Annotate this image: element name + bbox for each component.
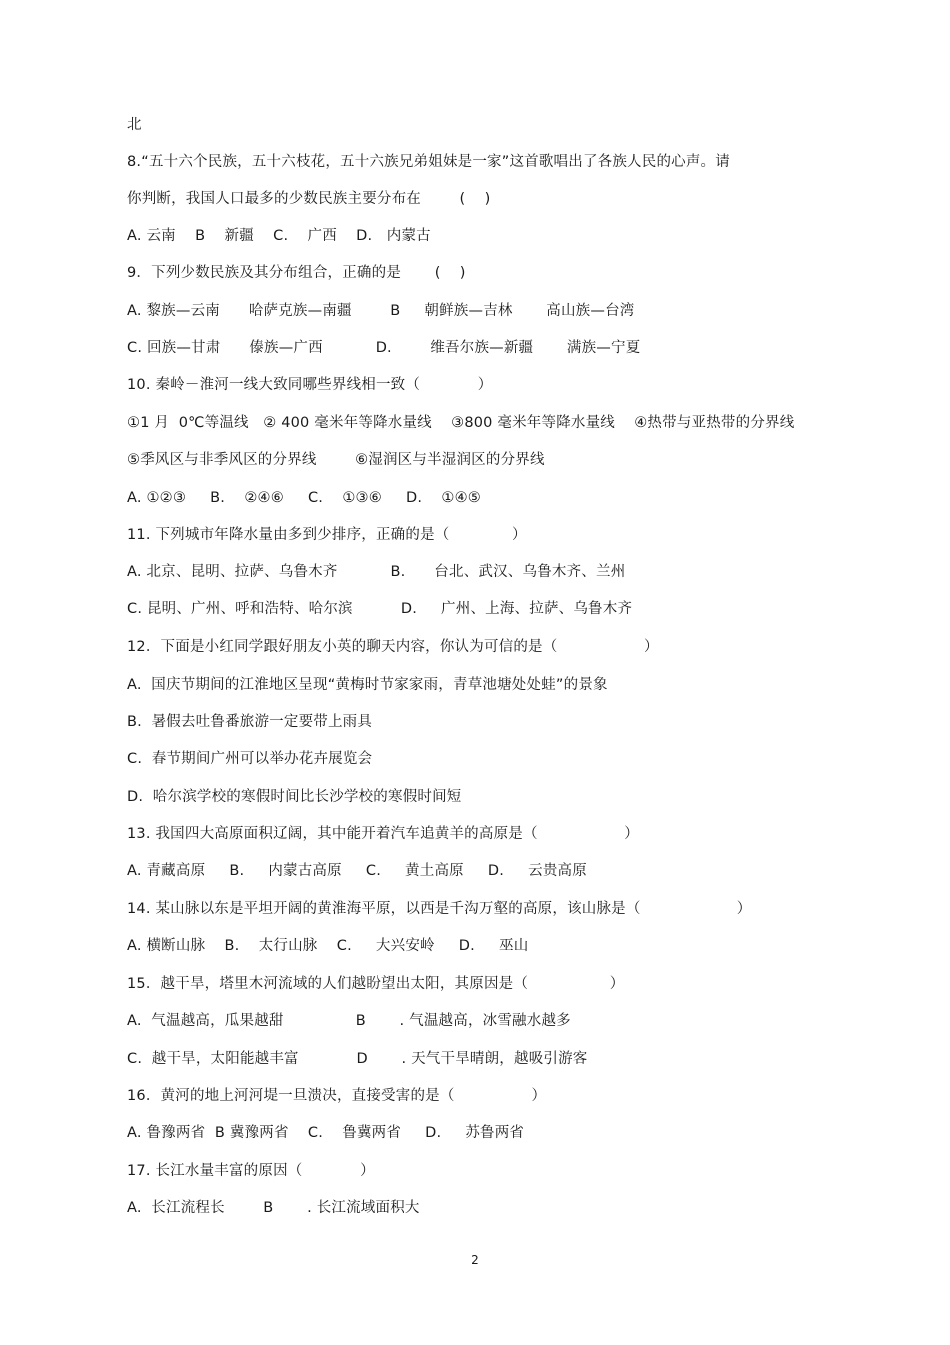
question-10-stem: 10. 秦岭－淮河一线大致同哪些界线相一致（ ）: [127, 377, 493, 393]
question-14-stem: 14. 某山脉以东是平坦开阔的黄淮海平原，以西是千沟万壑的高原，该山脉是（ ）: [127, 901, 752, 917]
question-13-stem: 13. 我国四大高原面积辽阔，其中能开着汽车追黄羊的高原是（ ）: [127, 826, 639, 842]
question-17-stem: 17. 长江水量丰富的原因（ ）: [127, 1163, 375, 1179]
question-16-options: A. 鲁豫两省 B 冀豫两省 C. 鲁冀两省 D. 苏鲁两省: [127, 1125, 525, 1141]
question-9-stem: 9．下列少数民族及其分布组合，正确的是 ( ): [127, 265, 466, 281]
question-15-options-ab: A. 气温越高，瓜果越甜 B . 气温越高，冰雪融水越多: [127, 1013, 571, 1029]
text-line: 北: [127, 117, 142, 133]
question-11-options-cd: C. 昆明、广州、呼和浩特、哈尔滨 D. 广州、上海、拉萨、乌鲁木齐: [127, 601, 633, 617]
question-16-stem: 16．黄河的地上河河堤一旦溃决，直接受害的是（ ）: [127, 1088, 547, 1104]
question-9-options-ab: A. 黎族—云南 哈萨克族—南疆 B 朝鲜族—吉林 高山族—台湾: [127, 303, 635, 319]
question-17-options: A. 长江流程长 B . 长江流域面积大: [127, 1200, 420, 1216]
question-12-stem: 12．下面是小红同学跟好朋友小英的聊天内容，你认为可信的是（ ）: [127, 639, 659, 655]
page-number: 2: [471, 1253, 479, 1267]
question-12-option-a: A. 国庆节期间的江淮地区呈现“黄梅时节家家雨，青草池塘处处蛙”的景象: [127, 677, 608, 693]
question-9-options-cd: C. 回族—甘肃 傣族—广西 D. 维吾尔族—新疆 满族—宁夏: [127, 340, 641, 356]
question-14-options: A. 横断山脉 B. 太行山脉 C. 大兴安岭 D. 巫山: [127, 938, 529, 954]
question-8-line-1: 8.“五十六个民族，五十六枝花，五十六族兄弟姐妹是一家”这首歌唱出了各族人民的心声。请: [127, 154, 730, 170]
question-8-line-2: 你判断，我国人口最多的少数民族主要分布在 ( ): [127, 191, 491, 207]
question-11-options-ab: A. 北京、昆明、拉萨、乌鲁木齐 B. 台北、武汉、乌鲁木齐、兰州: [127, 564, 626, 580]
question-15-stem: 15．越干旱，塔里木河流域的人们越盼望出太阳，其原因是（ ）: [127, 976, 625, 992]
question-11-stem: 11. 下列城市年降水量由多到少排序，正确的是（ ）: [127, 527, 527, 543]
question-8-options: A. 云南 B 新疆 C. 广西 D. 内蒙古: [127, 228, 431, 244]
question-15-options-cd: C. 越干旱，太阳能越丰富 D . 天气干旱晴朗，越吸引游客: [127, 1051, 588, 1067]
question-10-options: A. ①②③ B. ②④⑥ C. ①③⑥ D. ①④⑤: [127, 490, 481, 506]
question-12-option-c: C. 春节期间广州可以举办花卉展览会: [127, 751, 373, 767]
question-13-options: A. 青藏高原 B. 内蒙古高原 C. 黄土高原 D. 云贵高原: [127, 863, 587, 879]
question-10-items-1: ①1 月 0℃等温线 ② 400 毫米年等降水量线 ③800 毫米年等降水量线 ④热带与亚热带的分界线: [127, 415, 795, 431]
question-12-option-b: B. 暑假去吐鲁番旅游一定要带上雨具: [127, 714, 373, 730]
question-12-option-d: D. 哈尔滨学校的寒假时间比长沙学校的寒假时间短: [127, 789, 462, 805]
question-10-items-2: ⑤季风区与非季风区的分界线 ⑥湿润区与半湿润区的分界线: [127, 452, 545, 468]
